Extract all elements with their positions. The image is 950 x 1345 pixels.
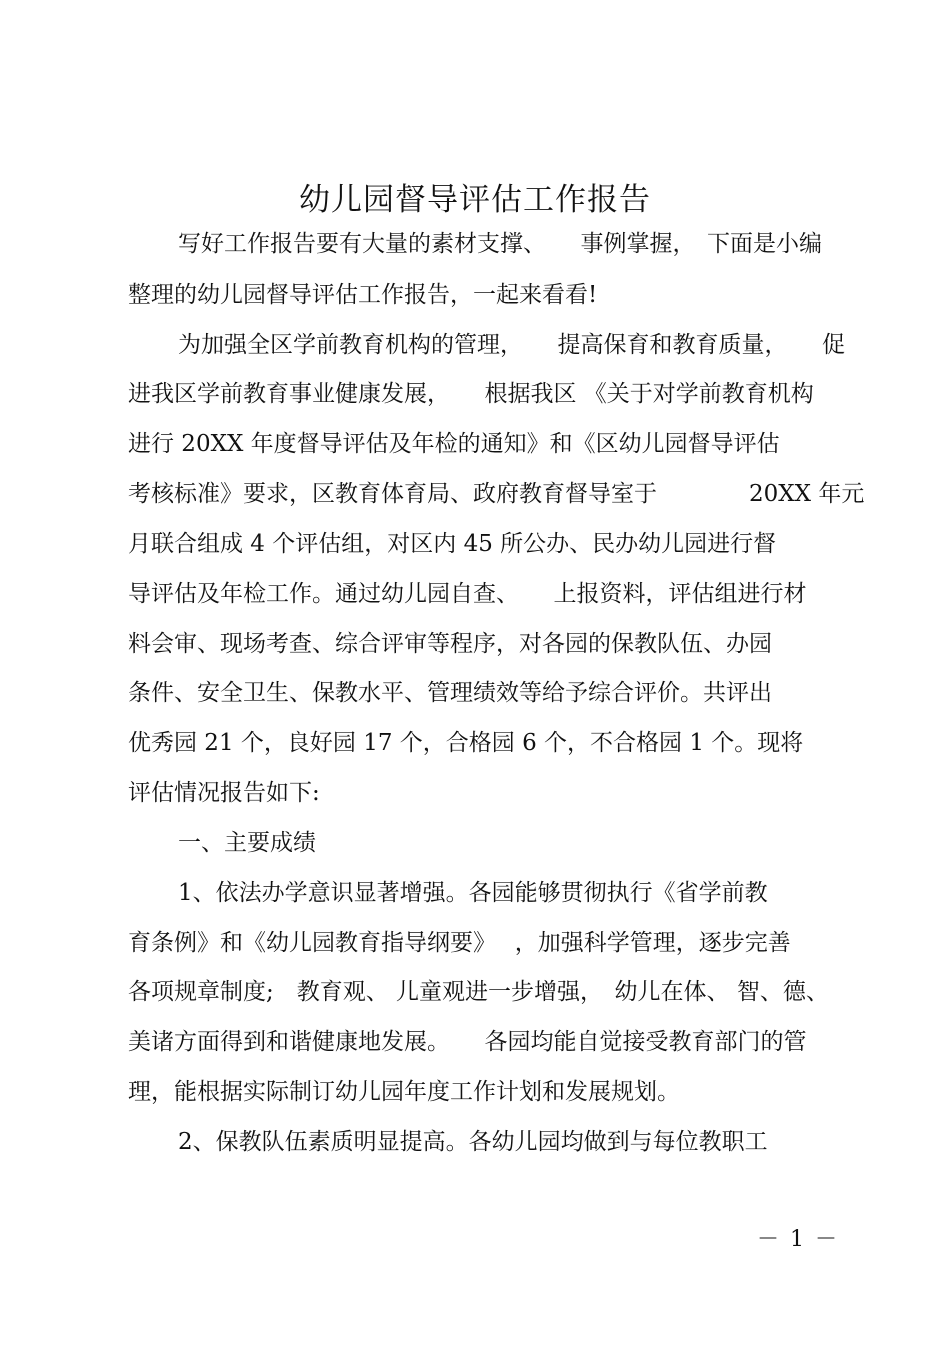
- paragraph-line: 整理的幼儿园督导评估工作报告，一起来看看!: [128, 282, 598, 308]
- paragraph-line: 育条例》和《幼儿园教育指导纲要》 ，加强科学管理，逐步完善: [128, 930, 791, 956]
- paragraph-line: 理，能根据实际制订幼儿园年度工作计划和发展规划。: [128, 1079, 680, 1105]
- page-number: － 1 －: [757, 1227, 839, 1252]
- section-heading: 一、主要成绩: [178, 830, 316, 856]
- paragraph-line: 美诸方面得到和谐健康地发展。 各园均能自觉接受教育部门的管: [128, 1029, 807, 1055]
- paragraph-line: 各项规章制度; 教育观、 儿童观进一步增强， 幼儿在体、 智、德、: [128, 979, 829, 1005]
- paragraph-line: 优秀园 21 个，良好园 17 个，合格园 6 个，不合格园 1 个。现将: [128, 730, 804, 756]
- paragraph-line: 考核标准》要求，区教育体育局、政府教育督导室于 20XX 年元: [128, 481, 865, 507]
- paragraph-line: 评估情况报告如下:: [128, 780, 320, 806]
- paragraph-line: 料会审、现场考查、综合评审等程序，对各园的保教队伍、办园: [128, 631, 772, 657]
- paragraph-line: 月联合组成 4 个评估组，对区内 45 所公办、民办幼儿园进行督: [128, 531, 777, 557]
- paragraph-line: 进行 20XX 年度督导评估及年检的通知》和《区幼儿园督导评估: [128, 431, 780, 457]
- paragraph-line: 1、依法办学意识显著增强。各园能够贯彻执行《省学前教: [178, 880, 768, 906]
- paragraph-line: 为加强全区学前教育机构的管理， 提高保育和教育质量， 促: [178, 332, 845, 358]
- paragraph-line: 导评估及年检工作。通过幼儿园自查、 上报资料，评估组进行材: [128, 581, 807, 607]
- paragraph-line: 2、保教队伍素质明显提高。各幼儿园均做到与每位教职工: [178, 1129, 768, 1155]
- paragraph-line: 进我区学前教育事业健康发展， 根据我区 《关于对学前教育机构: [128, 381, 814, 407]
- paragraph-line: 写好工作报告要有大量的素材支撑、 事例掌握， 下面是小编: [178, 231, 822, 257]
- document-title: 幼儿园督导评估工作报告: [299, 182, 651, 218]
- paragraph-line: 条件、安全卫生、保教水平、管理绩效等给予综合评价。共评出: [128, 680, 772, 706]
